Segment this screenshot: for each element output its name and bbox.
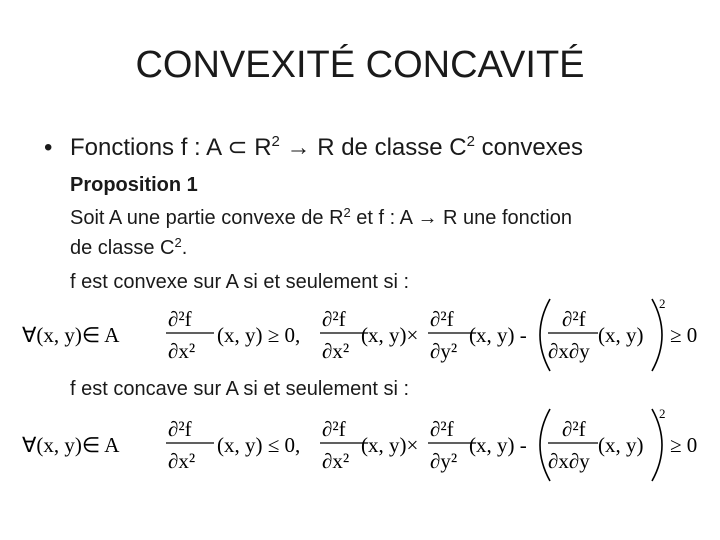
line2-text-a: de classe C	[70, 237, 175, 259]
line2-text-b: .	[181, 237, 188, 259]
product-term-2: (x, y) -	[469, 433, 527, 457]
square-exponent: 2	[659, 406, 666, 421]
bullet-text-middle: → R de classe C	[279, 134, 467, 161]
bullet-item	[44, 133, 583, 162]
product-term-1: (x, y)×	[361, 433, 419, 457]
proposition-title: Proposition 1	[70, 174, 198, 196]
numerator-d2f-4: ∂²f	[562, 417, 586, 441]
numerator-d2f-3: ∂²f	[430, 307, 454, 331]
bullet-marker: •	[44, 134, 53, 161]
proposition-line-2	[70, 237, 187, 260]
numerator-d2f-1: ∂²f	[168, 417, 192, 441]
mixed-term-arg: (x, y)	[598, 433, 644, 457]
condition-1: (x, y) ≥ 0,	[217, 323, 301, 347]
concave-statement: f est concave sur A si et seulement si :	[70, 378, 410, 400]
numerator-d2f-3: ∂²f	[430, 417, 454, 441]
product-term-1: (x, y)×	[361, 323, 419, 347]
numerator-d2f-4: ∂²f	[562, 307, 586, 331]
line1-text-b: et f : A → R une fonction	[350, 207, 572, 229]
convex-formula	[0, 295, 720, 375]
denominator-dy2: ∂y²	[430, 449, 458, 473]
numerator-d2f-1: ∂²f	[168, 307, 192, 331]
denominator-dx2-2: ∂x²	[322, 339, 350, 363]
proposition-line-1	[70, 207, 572, 230]
forall-clause: ∀(x, y)∈ A	[22, 323, 120, 347]
bullet-text-start: Fonctions f : A ⊂ R	[70, 134, 272, 161]
denominator-dxdy: ∂x∂y	[548, 449, 590, 473]
bullet-exponent-c: 2	[466, 133, 475, 150]
line1-text-a: Soit A une partie convexe de R	[70, 207, 344, 229]
numerator-d2f-2: ∂²f	[322, 307, 346, 331]
mixed-term-arg: (x, y)	[598, 323, 644, 347]
denominator-dxdy: ∂x∂y	[548, 339, 590, 363]
concave-formula	[0, 405, 720, 485]
numerator-d2f-2: ∂²f	[322, 417, 346, 441]
bullet-exponent-r: 2	[271, 133, 280, 150]
product-term-2: (x, y) -	[469, 323, 527, 347]
denominator-dy2: ∂y²	[430, 339, 458, 363]
line2-exponent: 2	[174, 235, 182, 250]
denominator-dx2-1: ∂x²	[168, 449, 196, 473]
denominator-dx2-1: ∂x²	[168, 339, 196, 363]
result-inequality: ≥ 0	[670, 433, 698, 457]
bullet-text-end: convexes	[474, 134, 584, 161]
condition-1: (x, y) ≤ 0,	[217, 433, 301, 457]
convex-statement: f est convexe sur A si et seulement si :	[70, 271, 410, 293]
result-inequality: ≥ 0	[670, 323, 698, 347]
denominator-dx2-2: ∂x²	[322, 449, 350, 473]
forall-clause: ∀(x, y)∈ A	[22, 433, 120, 457]
square-exponent: 2	[659, 296, 666, 311]
slide-title: CONVEXITÉ CONCAVITÉ	[135, 44, 585, 86]
line1-exponent: 2	[343, 205, 351, 220]
